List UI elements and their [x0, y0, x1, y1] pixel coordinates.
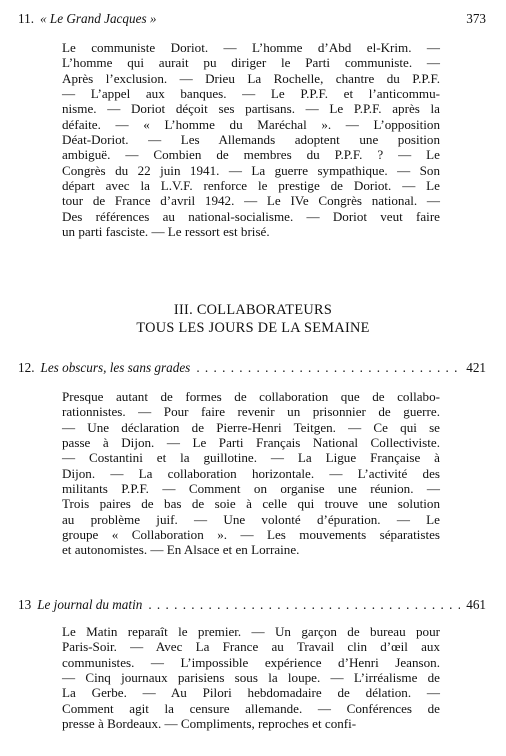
summary-line: — L’appel aux banques. — Le P.P.F. et l’anticommu- — [62, 86, 440, 102]
chapter-summary-11 — [62, 40, 440, 239]
page-number: 421 — [466, 360, 486, 375]
summary-line: groupe « Collaboration ». — Les mouvements séparatistes — [62, 527, 440, 543]
toc-entry-11-heading — [18, 11, 486, 27]
summary-line: Comment agit la censure allemande. — Conférences de — [62, 700, 440, 716]
chapter-number: 13 — [18, 597, 32, 612]
summary-line: rationnistes. — Pour faire revenir un prisonnier de guerre. — [62, 404, 440, 420]
summary-line: passe à Dijon. — Le Parti Français National Collectiviste. — [62, 435, 440, 451]
summary-line: Le Matin reparaît le premier. — Un garçon de bureau pour — [62, 624, 440, 639]
summary-line: Le communiste Doriot. — L’homme d’Abd el-Krim. — — [62, 40, 440, 55]
summary-line: départ avec la L.V.F. renforce le prestige de Doriot. — Le — [62, 178, 440, 194]
dot-leaders — [148, 597, 460, 613]
summary-line: Après l’exclusion. — Drieu La Rochelle, chantre du P.P.F. — [62, 70, 440, 86]
dot-leaders — [196, 360, 460, 376]
section-heading-line-1: III. COLLABORATEURS — [173, 302, 333, 318]
summary-line: Déat-Doriot. — Les Allemands adoptent une position — [62, 132, 440, 148]
chapter-title: Les obscurs, les sans grades — [40, 360, 191, 375]
summary-line: La Gerbe. — Au Pilori hebdomadaire de délation. — — [62, 685, 440, 701]
summary-line: tour de France d’avril 1942. — Le IVe Congrès national. — — [62, 193, 440, 209]
summary-line: communistes. — L’impossible expérience d’Henri Jeanson. — [62, 654, 440, 670]
page-number: 461 — [466, 597, 486, 612]
page-number: 373 — [466, 11, 486, 26]
summary-line: Presque autant de formes de collaboration que de collabo- — [62, 389, 440, 404]
summary-line: au problème juif. — Une volonté d’épuration. — Le — [62, 511, 440, 527]
summary-line: Dijon. — La collaboration horizontale. — L’activité des — [62, 465, 440, 481]
summary-line: Paris-Soir. — Avec La France au Travail clin d’œil aux — [62, 639, 440, 655]
chapter-title: « Le Grand Jacques » — [40, 11, 157, 26]
chapter-number: 11. — [18, 11, 34, 26]
summary-line: Des références au national-socialisme. — Doriot veut faire — [62, 208, 440, 224]
summary-line: — Costantini et la guillotine. — La Ligue Française à — [62, 450, 440, 466]
summary-line: militants P.P.F. — Comment on organise une réunion. — — [62, 481, 440, 497]
summary-line: — Cinq journaux parisiens sous la loupe. — L’irréalisme de — [62, 670, 440, 686]
summary-line: un parti fasciste. — Le ressort est brisé. — [62, 224, 270, 240]
toc-entry-13-heading — [18, 597, 486, 613]
section-heading-line-2: TOUS LES JOURS DE LA SEMAINE — [136, 320, 370, 336]
chapter-summary-12 — [62, 389, 440, 558]
chapter-summary-13 — [62, 624, 440, 731]
summary-line: Congrès du 22 juin 1941. — La guerre sympathique. — Son — [62, 162, 440, 178]
summary-line: presse à Bordeaux. — Compliments, reproches et confi- — [62, 716, 357, 732]
chapter-number: 12. — [18, 360, 35, 375]
summary-line: Trois paires de bas de soie à celle qui trouve une solution — [62, 496, 440, 512]
page-cut — [0, 252, 506, 262]
page-cut — [0, 566, 506, 574]
summary-line: nisme. — Doriot déçoit ses partisans. — Le P.P.F. après la — [62, 101, 440, 117]
summary-line: et autonomistes. — En Alsace et en Lorraine. — [62, 542, 300, 558]
summary-line: L’homme qui aurait pu diriger le Parti communiste. — — [62, 55, 440, 71]
summary-line: — Une déclaration de Pierre-Henri Teitgen. — Ce qui se — [62, 419, 440, 435]
summary-line: ambiguë. — Combien de membres du P.P.F. ? — Le — [62, 147, 440, 163]
toc-entry-12-heading — [18, 360, 486, 376]
summary-line: défaite. — « L’homme du Maréchal ». — L’opposition — [62, 116, 440, 132]
page-cut — [0, 738, 506, 756]
chapter-title: Le journal du matin — [37, 597, 143, 612]
